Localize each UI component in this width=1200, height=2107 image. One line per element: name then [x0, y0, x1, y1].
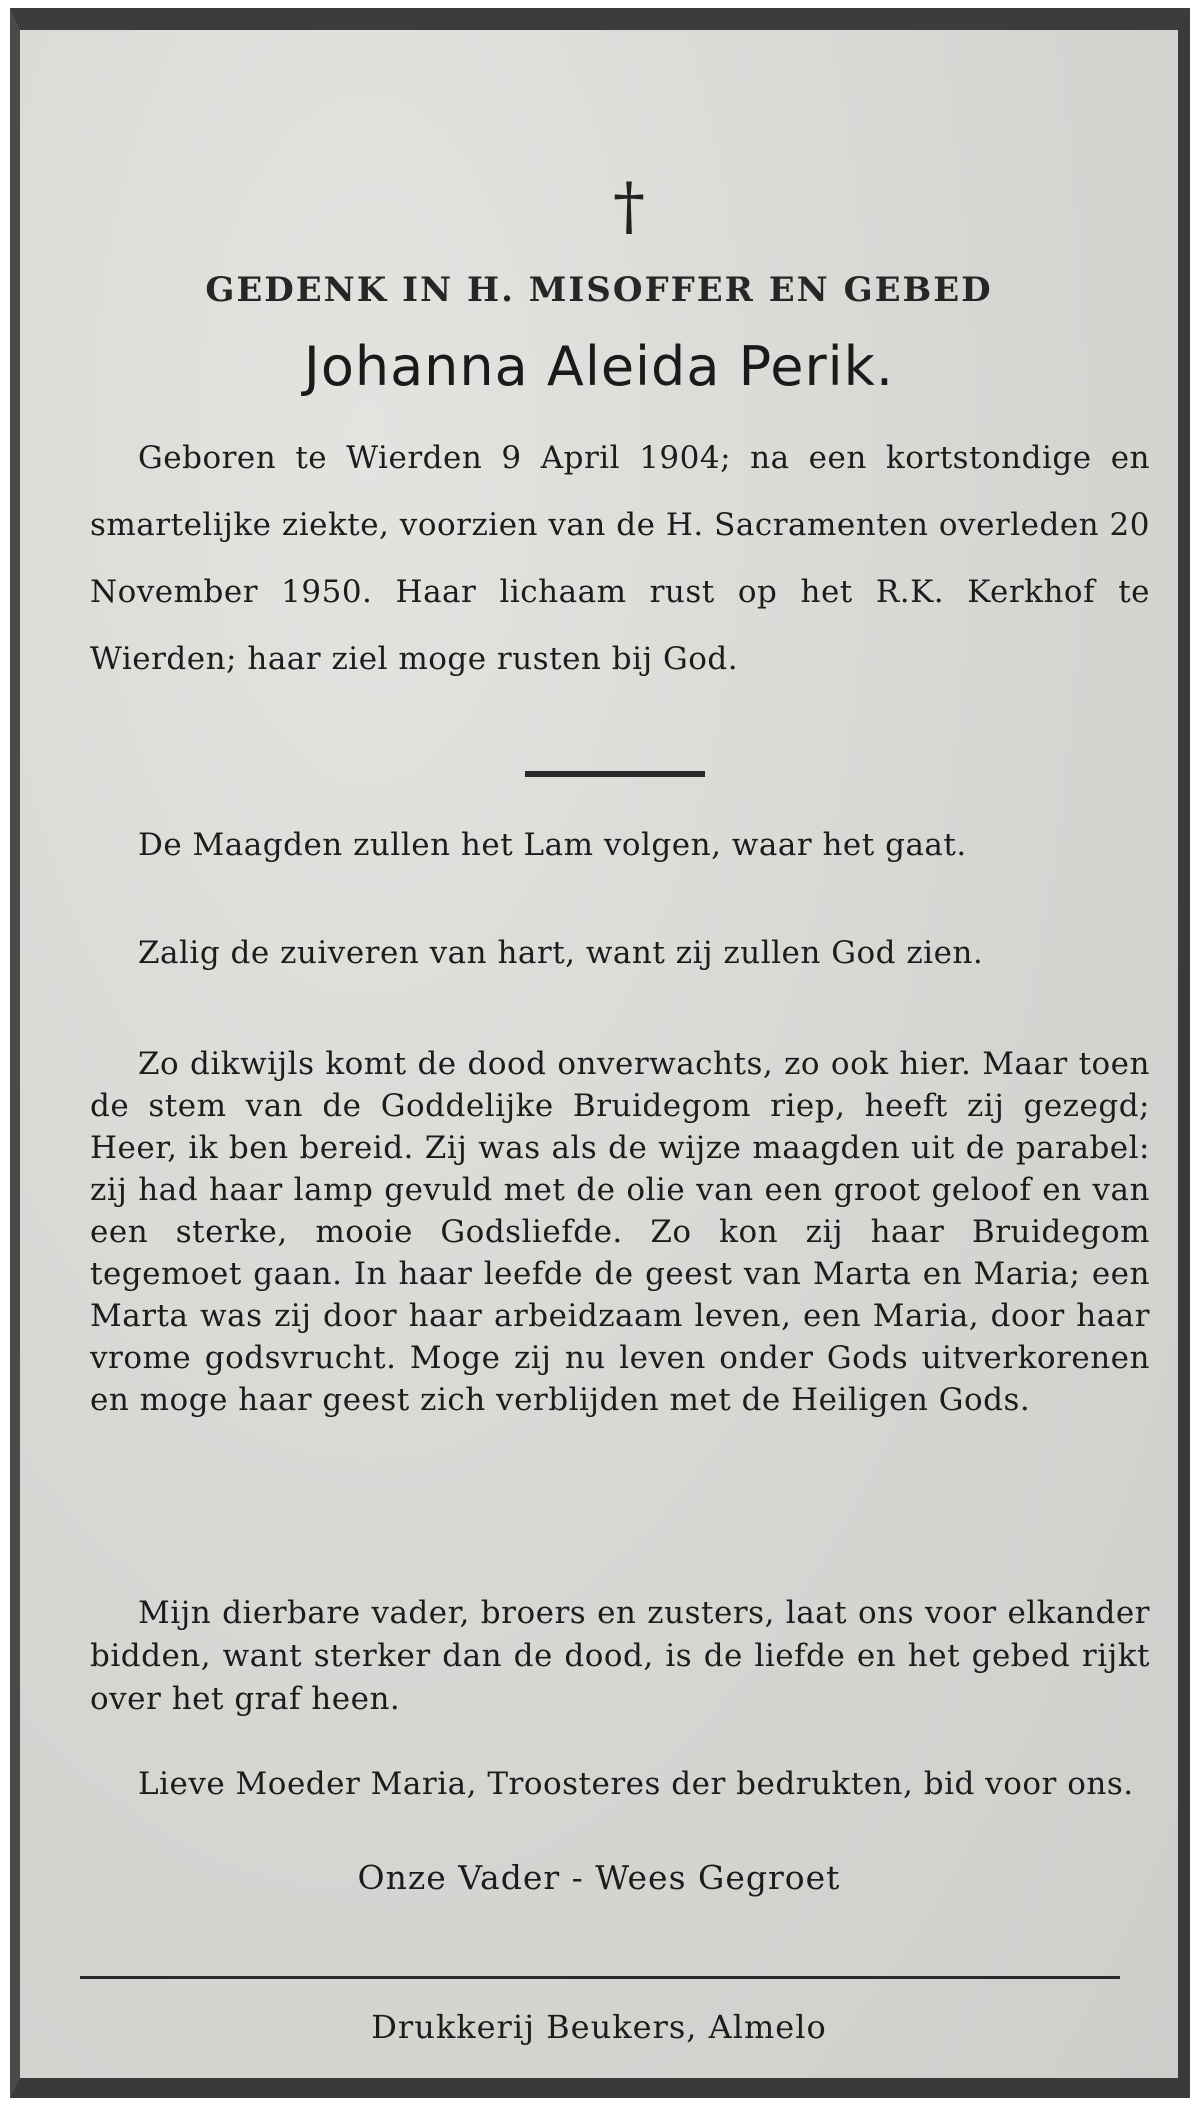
- prayer-line: Onze Vader - Wees Gegroet: [357, 1858, 841, 1897]
- verse-paragraph: De Maagden zullen het Lam volgen, waar het gaat.: [138, 827, 967, 863]
- long-divider: [80, 1976, 1120, 1979]
- biography-paragraph: Geboren te Wierden 9 April 1904; na een kortstondige en smartelijke ziekte, voorzien van de H. Sacramenten overleden 20 November 1950. Haar lichaam rust op het R.K. Kerkhof te Wierden; haar ziel moge rusten bij God.: [90, 440, 1150, 677]
- card-paper: [20, 30, 1178, 2078]
- verse-paragraph: Lieve Moeder Maria, Troosteres der bedrukten, bid voor ons.: [138, 1766, 1134, 1802]
- verse-paragraph: Mijn dierbare vader, broers en zusters, laat ons voor elkander bidden, want sterker dan de dood, is de liefde en het gebed rijkt over het graf heen.: [90, 1595, 1150, 1717]
- printer-credit: Drukkerij Beukers, Almelo: [371, 2008, 827, 2046]
- cross-icon: †: [613, 170, 645, 244]
- card-header: GEDENK IN H. MISOFFER EN GEBED: [205, 270, 993, 310]
- short-divider: [525, 771, 705, 777]
- verse-paragraph: Zo dikwijls komt de dood onverwachts, zo ook hier. Maar toen de stem van de Goddelijke Bruidegom riep, heeft zij gezegd; Heer, ik ben bereid. Zij was als de wijze maagden uit de parabel: zij had haar lamp gevuld met de olie van een groot geloof en van een sterke, mooie Godsliefde. Zo kon zij haar Bruidegom tegemoet gaan. In haar leefde de geest van Marta en Maria; een Marta was zij door haar arbeidzaam leven, een Maria, door haar vrome godsvrucht. Moge zij nu leven onder Gods uitverkorenen en moge haar geest zich verblijden met de Heiligen Gods.: [90, 1046, 1150, 1418]
- deceased-name: Johanna Aleida Perik.: [303, 335, 895, 398]
- memorial-card: [10, 8, 1190, 2098]
- verse-paragraph: Zalig de zuiveren van hart, want zij zullen God zien.: [138, 935, 984, 971]
